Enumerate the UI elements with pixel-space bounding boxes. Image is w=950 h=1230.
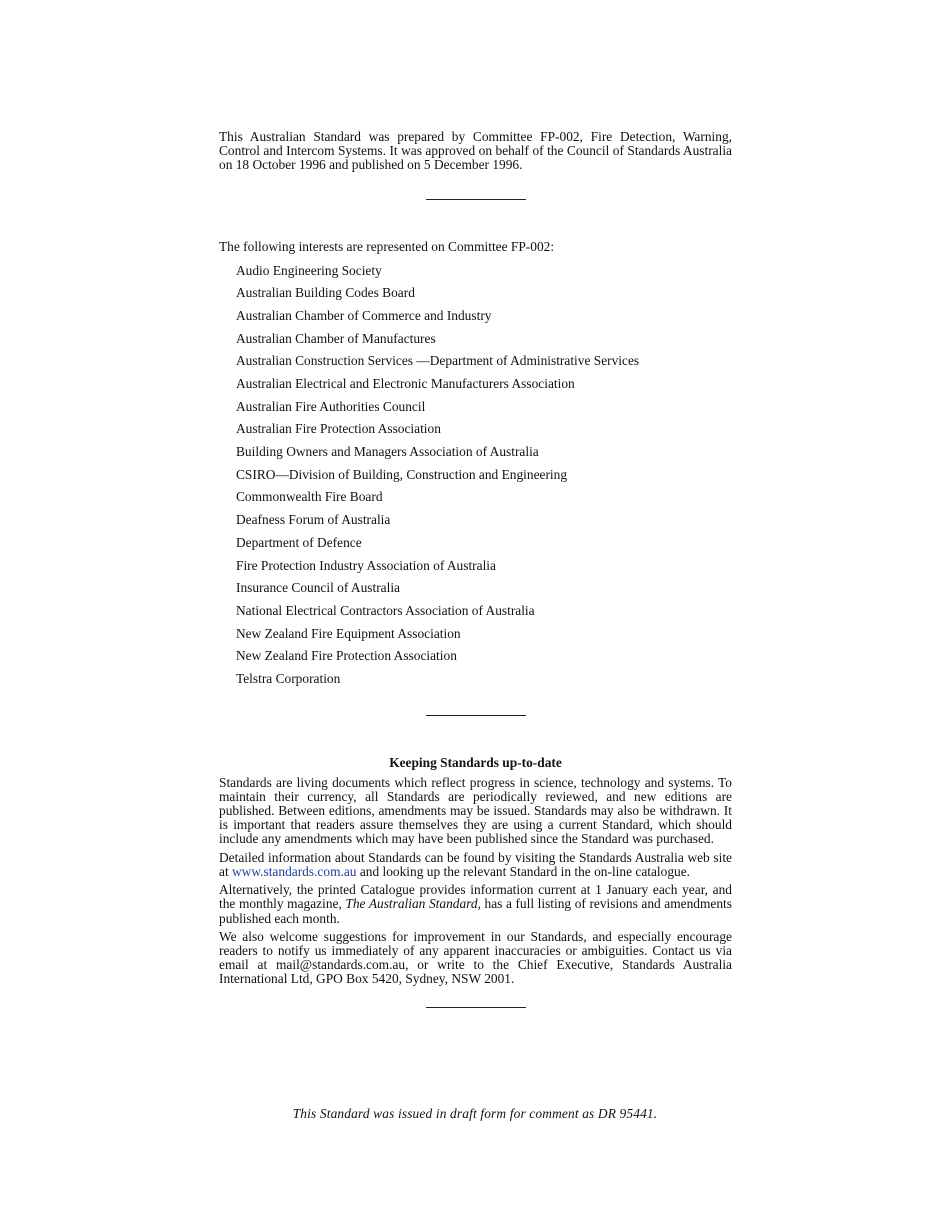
- paragraph-text: Alternatively, the printed Catalogue provides information current at 1 January each year, and the monthly magazine,: [219, 882, 732, 912]
- committee-member: Australian Electrical and Electronic Manufacturers Association: [236, 376, 575, 392]
- committee-member-list: [219, 260, 732, 691]
- section-divider: [426, 1007, 526, 1008]
- paragraph-text: , has a full listing of revisions and amendments published each month.: [219, 896, 732, 926]
- committee-member: Australian Fire Protection Association: [236, 421, 441, 437]
- committee-member: National Electrical Contractors Association of Australia: [236, 602, 535, 618]
- committee-member: Australian Fire Authorities Council: [236, 398, 426, 414]
- intro-paragraph: This Australian Standard was prepared by Committee FP-002, Fire Detection, Warning, Control and Intercom Systems. It was approved on behalf of the Council of Standards Australia on 18 October 1996 and published on 5 December 1996.: [219, 129, 732, 173]
- committee-member: Australian Chamber of Manufactures: [236, 330, 436, 346]
- standards-website-link[interactable]: www.standards.com.au: [232, 863, 357, 879]
- committee-member: New Zealand Fire Equipment Association: [236, 625, 461, 641]
- committee-member: Insurance Council of Australia: [236, 580, 400, 596]
- committee-member: Commonwealth Fire Board: [236, 489, 383, 505]
- committee-member: Telstra Corporation: [236, 670, 341, 686]
- committee-member: Department of Defence: [236, 534, 362, 550]
- committee-member: Fire Protection Industry Association of Australia: [236, 557, 496, 573]
- keeping-paragraph-4: We also welcome suggestions for improvement in our Standards, and especially encourage readers to notify us immediately of any apparent inaccuracies or ambiguities. Contact us via email at mail@standards.com.au, or write to the Chief Executive, Standards Australia International Ltd, GPO Box 5420, Sydney, NSW 2001.: [219, 928, 732, 987]
- committee-member: Building Owners and Managers Association of Australia: [236, 444, 539, 460]
- section-divider: [426, 199, 526, 200]
- keeping-paragraph-3: [219, 883, 732, 926]
- keeping-standards-section: [219, 756, 732, 987]
- committee-member: New Zealand Fire Protection Association: [236, 648, 457, 664]
- committee-section: [219, 240, 732, 691]
- keeping-paragraph-1: Standards are living documents which reflect progress in science, technology and systems. To maintain their currency, all Standards are periodically reviewed, and new editions are published. Between editions, amendments may be issued. Standards may also be withdrawn. It is important that readers assure themselves they are using a current Standard, which should include any amendments which may have been published since the Standard was purchased.: [219, 774, 732, 847]
- magazine-title: The Australian Standard: [345, 896, 478, 912]
- committee-member: Australian Construction Services —Department of Administrative Services: [236, 353, 640, 369]
- paragraph-text: Detailed information about Standards can be found by visiting the Standards Australia web site at: [219, 849, 732, 879]
- committee-heading: The following interests are represented on Committee FP-002:: [219, 238, 555, 254]
- committee-member: Australian Building Codes Board: [236, 285, 415, 301]
- committee-member: Australian Chamber of Commerce and Industry: [236, 307, 492, 323]
- document-page: [219, 130, 732, 1008]
- committee-member: CSIRO—Division of Building, Construction and Engineering: [236, 466, 568, 482]
- draft-note: This Standard was issued in draft form for comment as DR 95441.: [292, 1106, 658, 1121]
- keeping-paragraph-2: [219, 851, 732, 879]
- section-title: Keeping Standards up-to-date: [389, 754, 562, 770]
- committee-member: Deafness Forum of Australia: [236, 512, 391, 528]
- committee-member: Audio Engineering Society: [236, 262, 382, 278]
- section-divider: [426, 715, 526, 716]
- paragraph-text: and looking up the relevant Standard in the on-line catalogue.: [356, 863, 691, 879]
